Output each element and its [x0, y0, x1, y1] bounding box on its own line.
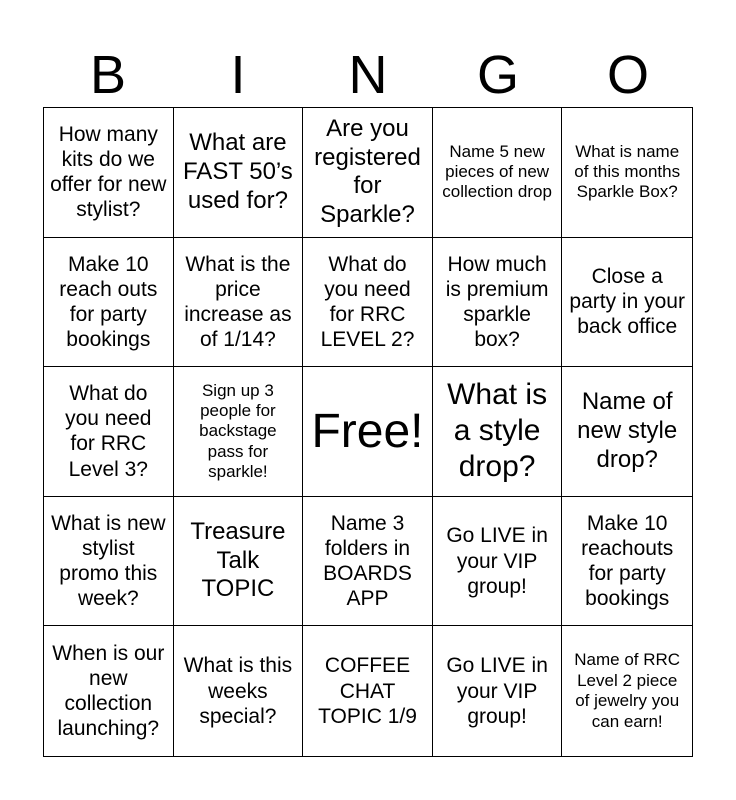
bingo-cell-4-4[interactable]: Go LIVE in your VIP group! [433, 497, 563, 627]
bingo-free-space[interactable]: Free! [303, 367, 433, 497]
bingo-cell-2-5[interactable]: Close a party in your back office [562, 238, 692, 368]
bingo-cell-2-2[interactable]: What is the price increase as of 1/14? [174, 238, 304, 368]
bingo-cell-1-4[interactable]: Name 5 new pieces of new collection drop [433, 108, 563, 238]
bingo-header [43, 40, 693, 110]
header-letter-o: O [606, 45, 649, 105]
bingo-cell-1-3[interactable]: Are you registered for Sparkle? [303, 108, 433, 238]
bingo-board [43, 107, 693, 757]
bingo-cell-3-2[interactable]: Sign up 3 people for backstage pass for sparkle! [174, 367, 304, 497]
bingo-cell-5-1[interactable]: When is our new collection launching? [44, 626, 174, 756]
header-letter-i: I [230, 45, 246, 105]
header-letter-n: N [348, 45, 388, 105]
header-letter-b: B [89, 45, 127, 105]
bingo-cell-5-2[interactable]: What is this weeks special? [174, 626, 304, 756]
bingo-cell-4-3[interactable]: Name 3 folders in BOARDS APP [303, 497, 433, 627]
bingo-cell-2-1[interactable]: Make 10 reach outs for party bookings [44, 238, 174, 368]
bingo-cell-3-4[interactable]: What is a style drop? [433, 367, 563, 497]
bingo-cell-1-2[interactable]: What are FAST 50’s used for? [174, 108, 304, 238]
bingo-cell-4-5[interactable]: Make 10 reachouts for party bookings [562, 497, 692, 627]
bingo-cell-3-1[interactable]: What do you need for RRC Level 3? [44, 367, 174, 497]
bingo-cell-4-1[interactable]: What is new stylist promo this week? [44, 497, 174, 627]
bingo-cell-5-3[interactable]: COFFEE CHAT TOPIC 1/9 [303, 626, 433, 756]
bingo-cell-5-5[interactable]: Name of RRC Level 2 piece of jewelry you can earn! [574, 650, 681, 731]
bingo-cell-5-4[interactable]: Go LIVE in your VIP group! [433, 626, 563, 756]
bingo-cell-3-5[interactable]: Name of new style drop? [562, 367, 692, 497]
bingo-cell-2-3[interactable]: What do you need for RRC LEVEL 2? [303, 238, 433, 368]
header-letter-g: G [476, 45, 519, 105]
bingo-cell-1-1[interactable]: How many kits do we offer for new stylist? [44, 108, 174, 238]
bingo-cell-1-5[interactable]: What is name of this months Sparkle Box? [562, 108, 692, 238]
bingo-cell-4-2[interactable]: Treasure Talk TOPIC [174, 497, 304, 627]
bingo-cell-2-4[interactable]: How much is premium sparkle box? [433, 238, 563, 368]
